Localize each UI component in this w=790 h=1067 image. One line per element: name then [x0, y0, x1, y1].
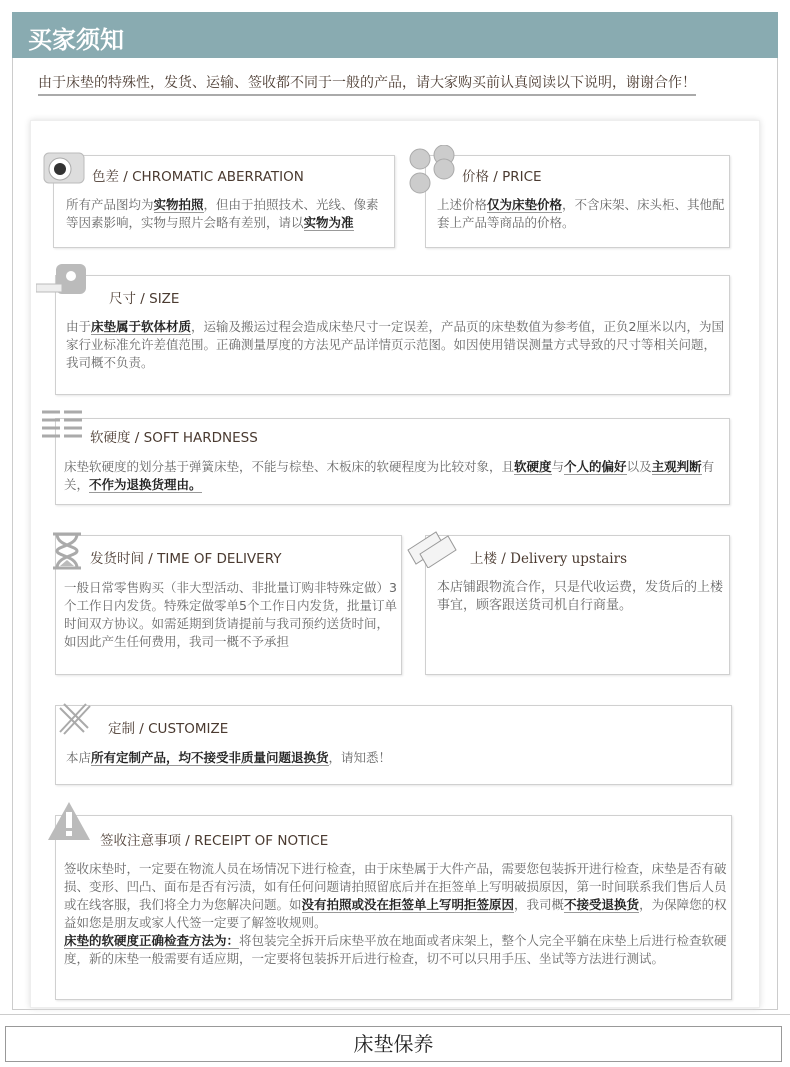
body-text: 所有产品图均为	[66, 197, 154, 212]
page-title: 买家须知	[28, 26, 124, 54]
body-text: 由于	[66, 319, 92, 334]
section-title: 价格 / PRICE	[462, 169, 542, 185]
section-title: 色差 / CHROMATIC ABERRATION	[92, 169, 304, 185]
hourglass-icon	[50, 532, 84, 570]
section-body	[66, 749, 726, 767]
footer-section-title: 床垫保养	[5, 1026, 782, 1062]
section-title: 签收注意事项 / RECEIPT OF NOTICE	[100, 833, 329, 849]
header-bar	[12, 12, 778, 58]
section-body	[64, 458, 729, 494]
body-text: 有关，	[64, 459, 715, 492]
section-body	[66, 318, 726, 372]
body-text: 上述价格	[437, 197, 488, 212]
emphasis-text: 实物拍照	[153, 197, 204, 212]
body-text: ，不含床架、床头柜、其他配套上产品等商品的价格。	[437, 197, 725, 230]
divider	[0, 1014, 790, 1015]
ruler-pencil-icon	[56, 700, 92, 736]
section-body	[437, 196, 727, 232]
section-title: 上楼 / Delivery upstairs	[470, 551, 628, 567]
body-text: ，请知悉！	[328, 750, 392, 765]
camera-icon	[40, 145, 88, 189]
section-body	[437, 579, 732, 615]
body-text: ，我司概	[514, 897, 565, 912]
section-title: 发货时间 / TIME OF DELIVERY	[90, 551, 282, 567]
emphasis-text: 软硬度	[514, 459, 552, 474]
section-body	[64, 579, 399, 651]
emphasis-text: 没有拍照或没在拒签单上写明拒签原因	[301, 897, 515, 912]
body-text: 将包装完全拆开后床垫平放在地面或者床架上，整个人完全平躺在床垫上后进行检查软硬度，新的床垫一般需要有适应期，一定要将包装拆开后进行检查，切不可以只用手压、坐试等方法进行测试。	[64, 933, 727, 966]
emphasis-text: 实物为准	[303, 215, 354, 230]
emphasis-text: 主观判断	[651, 459, 702, 474]
emphasis-text: 床垫属于软体材质	[91, 319, 192, 334]
body-text: 本店	[66, 750, 92, 765]
intro-text: 由于床垫的特殊性，发货、运输、签收都不同于一般的产品，请大家购买前认真阅读以下说明，谢谢合作！	[38, 72, 696, 96]
section-body	[66, 196, 386, 232]
spring-icon	[38, 408, 88, 442]
section-body	[64, 860, 729, 968]
emphasis-text: 床垫的软硬度正确检查方法为：	[64, 933, 240, 948]
body-text: 签收床垫时，一定要在物流人员在场情况下进行检查，由于床垫属于大件产品，需要您包装拆开进行检查，床垫是否有破损、变形、凹凸、面布是否有污渍，如有任何问题请拍照留底后并在拒签单上写明破损原因，第一时间联系我们售后人员或在线客服，我们将全力为您解决问题。如	[64, 861, 727, 912]
body-text: ，但由于拍照技术、光线、像素等因素影响，实物与照片会略有差别，请以	[66, 197, 379, 230]
emphasis-text: 所有定制产品，均不接受非质量问题退换货	[91, 750, 329, 765]
body-text: ，为保障您的权益如您是朋友或家人代签一定要了解签收规则。	[64, 897, 727, 930]
emphasis-text: 个人的偏好	[564, 459, 627, 474]
tape-measure-icon	[36, 262, 96, 302]
body-text: 床垫软硬度的划分基于弹簧床垫，不能与棕垫、木板床的软硬程度为比较对象，且	[64, 459, 515, 474]
section-title: 尺寸 / SIZE	[109, 291, 180, 307]
body-text: 本店铺跟物流合作，只是代收运费，发货后的上楼事宜，顾客跟送货司机自行商量。	[437, 580, 724, 613]
section-title: 定制 / CUSTOMIZE	[108, 721, 229, 737]
body-text: 以及	[626, 459, 652, 474]
emphasis-text: 仅为床垫价格	[487, 197, 563, 212]
emphasis-text: 不接受退换货	[564, 897, 640, 912]
body-text: ，运输及搬运过程会造成床垫尺寸一定误差，产品页的床垫数值为参考值，正负2厘米以内，为国家行业标准允许差值范围。正确测量厚度的方法见产品详情页示范图。如因使用错误测量方式导致的尺寸等相关问题，我司概不负责。	[66, 319, 724, 370]
section-title: 软硬度 / SOFT HARDNESS	[90, 430, 258, 446]
emphasis-text: 不作为退换货理由。	[89, 477, 202, 492]
warning-icon	[46, 800, 92, 842]
coins-icon	[408, 145, 460, 197]
body-text: 与	[551, 459, 565, 474]
documents-icon	[406, 528, 462, 568]
body-text: 一般日常零售购买（非大型活动、非批量订购非特殊定做）3个工作日内发货。特殊定做零单5个工作日内发货，批量订单时间双方协议。如需延期到货请提前与我司预约送货时间，如因此产生任何费用，我司一概不予承担	[64, 580, 397, 649]
